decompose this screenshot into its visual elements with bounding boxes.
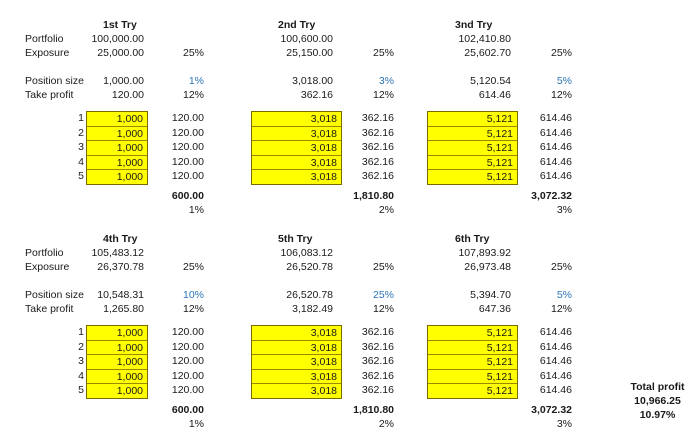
profit-value: 120.00 <box>171 384 204 397</box>
position-cell[interactable]: 5,121 <box>486 171 513 184</box>
portfolio-value: 106,083.12 <box>280 247 333 259</box>
position-cell[interactable]: 3,018 <box>252 355 341 370</box>
exposure-value: 26,973.48 <box>464 261 511 273</box>
profit-value: 362.16 <box>361 369 394 382</box>
profit-value: 614.46 <box>539 355 572 368</box>
position-cell[interactable]: 1,000 <box>87 355 147 370</box>
profit-value: 614.46 <box>539 141 572 154</box>
exposure-label: Exposure <box>25 47 70 59</box>
exposure-pct: 25% <box>372 47 394 59</box>
total-pct: 2% <box>378 204 394 216</box>
try-title: 5th Try <box>278 233 313 245</box>
try-title: 3nd Try <box>455 19 493 31</box>
position-pct: 10% <box>182 289 204 301</box>
portfolio-label: Portfolio <box>25 247 64 259</box>
try-title: 1st Try <box>103 19 137 31</box>
row-number: 1 <box>78 112 84 124</box>
take-profit-value: 614.46 <box>478 89 511 101</box>
row-number: 2 <box>78 126 84 139</box>
position-cell[interactable]: 3,018 <box>252 341 341 356</box>
position-size-label: Position size <box>25 289 84 301</box>
total-profit: 1,810.80 <box>353 190 394 202</box>
position-pct: 25% <box>372 289 394 301</box>
profit-value: 120.00 <box>171 340 204 353</box>
profit-value: 362.16 <box>361 112 394 124</box>
position-size-value: 3,018.00 <box>292 75 333 87</box>
take-profit-value: 647.36 <box>478 303 511 315</box>
row-number: 4 <box>78 155 84 168</box>
profit-value: 362.16 <box>361 340 394 353</box>
portfolio-value: 100,600.00 <box>280 33 333 45</box>
profit-value: 362.16 <box>361 126 394 139</box>
profit-value: 614.46 <box>539 384 572 397</box>
exposure-label: Exposure <box>25 261 70 273</box>
exposure-pct: 25% <box>550 47 572 59</box>
profit-value: 120.00 <box>171 170 204 183</box>
position-pct: 1% <box>188 75 204 87</box>
row-number: 1 <box>78 326 84 338</box>
profit-value: 614.46 <box>539 170 572 183</box>
row-number: 4 <box>78 369 84 382</box>
take-profit-value: 362.16 <box>300 89 333 101</box>
position-cell[interactable]: 5,121 <box>428 127 517 142</box>
profit-value: 120.00 <box>171 355 204 368</box>
position-cell[interactable]: 1,000 <box>87 112 147 127</box>
profit-value: 362.16 <box>361 326 394 338</box>
profit-value: 362.16 <box>361 355 394 368</box>
take-profit-pct: 12% <box>550 303 572 315</box>
position-cell[interactable]: 1,000 <box>87 141 147 156</box>
position-cell[interactable]: 3,018 <box>310 385 337 398</box>
profit-value: 614.46 <box>539 369 572 382</box>
profit-value: 120.00 <box>171 112 204 124</box>
row-number: 5 <box>78 170 84 183</box>
exposure-pct: 25% <box>182 47 204 59</box>
profit-value: 362.16 <box>361 384 394 397</box>
exposure-value: 26,370.78 <box>97 261 144 273</box>
profit-value: 120.00 <box>171 155 204 168</box>
profit-value: 614.46 <box>539 326 572 338</box>
profit-value: 120.00 <box>171 369 204 382</box>
exposure-pct: 25% <box>372 261 394 273</box>
position-cell[interactable]: 1,000 <box>116 385 143 398</box>
profit-value: 362.16 <box>361 170 394 183</box>
position-size-value: 5,120.54 <box>470 75 511 87</box>
total-profit-pct: 10.97% <box>639 409 676 421</box>
portfolio-value: 102,410.80 <box>458 33 511 45</box>
position-cell[interactable]: 5,121 <box>486 385 513 398</box>
total-pct: 1% <box>188 418 204 430</box>
total-pct: 2% <box>378 418 394 430</box>
exposure-pct: 25% <box>182 261 204 273</box>
take-profit-pct: 12% <box>372 303 394 315</box>
total-pct: 1% <box>188 204 204 216</box>
portfolio-label: Portfolio <box>25 33 64 45</box>
position-cell[interactable]: 1,000 <box>116 171 143 184</box>
position-cell[interactable]: 3,018 <box>252 127 341 142</box>
position-cell[interactable]: 3,018 <box>252 326 341 341</box>
take-profit-pct: 12% <box>182 303 204 315</box>
position-cell[interactable]: 5,121 <box>428 156 517 171</box>
position-cell[interactable]: 1,000 <box>87 370 147 385</box>
profit-value: 120.00 <box>171 141 204 154</box>
position-cell[interactable]: 3,018 <box>252 156 341 171</box>
exposure-value: 25,000.00 <box>97 47 144 59</box>
exposure-value: 25,602.70 <box>464 47 511 59</box>
profit-value: 120.00 <box>171 326 204 338</box>
position-pct: 5% <box>556 289 572 301</box>
take-profit-label: Take profit <box>25 89 74 101</box>
profit-value: 614.46 <box>539 112 572 124</box>
profit-value: 614.46 <box>539 155 572 168</box>
position-cell[interactable]: 5,121 <box>428 341 517 356</box>
position-cell[interactable]: 3,018 <box>252 112 341 127</box>
try-title: 2nd Try <box>278 19 316 31</box>
position-cell[interactable]: 5,121 <box>428 112 517 127</box>
total-profit: 600.00 <box>171 404 204 416</box>
profit-value: 120.00 <box>171 126 204 139</box>
position-size-value: 26,520.78 <box>286 289 333 301</box>
profit-value: 614.46 <box>539 126 572 139</box>
portfolio-value: 107,893.92 <box>458 247 511 259</box>
position-cell[interactable]: 1,000 <box>87 326 147 341</box>
position-cell[interactable]: 1,000 <box>87 127 147 142</box>
take-profit-pct: 12% <box>182 89 204 101</box>
row-number: 5 <box>78 384 84 397</box>
position-cell[interactable]: 5,121 <box>428 370 517 385</box>
try-title: 4th Try <box>103 233 138 245</box>
row-number: 3 <box>78 355 84 368</box>
profit-value: 362.16 <box>361 155 394 168</box>
take-profit-value: 120.00 <box>111 89 144 101</box>
take-profit-pct: 12% <box>372 89 394 101</box>
position-cell[interactable]: 5,121 <box>428 141 517 156</box>
total-profit: 3,072.32 <box>531 404 572 416</box>
take-profit-value: 3,182.49 <box>292 303 333 315</box>
position-pct: 5% <box>556 75 572 87</box>
position-cell[interactable]: 5,121 <box>428 326 517 341</box>
position-cell[interactable]: 3,018 <box>252 370 341 385</box>
position-size-label: Position size <box>25 75 84 87</box>
total-profit-label: Total profit <box>630 381 685 393</box>
try-title: 6th Try <box>455 233 490 245</box>
position-cell[interactable]: 1,000 <box>87 156 147 171</box>
total-profit: 3,072.32 <box>531 190 572 202</box>
row-number: 3 <box>78 141 84 154</box>
position-pct: 3% <box>378 75 394 87</box>
total-pct: 3% <box>556 418 572 430</box>
position-size-value: 1,000.00 <box>103 75 144 87</box>
position-size-value: 5,394.70 <box>470 289 511 301</box>
portfolio-value: 105,483.12 <box>91 247 144 259</box>
profit-value: 614.46 <box>539 340 572 353</box>
exposure-pct: 25% <box>550 261 572 273</box>
position-cell[interactable]: 3,018 <box>252 141 341 156</box>
take-profit-value: 1,265.80 <box>103 303 144 315</box>
position-cell[interactable]: 5,121 <box>428 355 517 370</box>
total-profit: 600.00 <box>171 190 204 202</box>
portfolio-value: 100,000.00 <box>91 33 144 45</box>
profit-value: 362.16 <box>361 141 394 154</box>
position-size-value: 10,548.31 <box>97 289 144 301</box>
position-cell[interactable]: 1,000 <box>87 341 147 356</box>
exposure-value: 25,150.00 <box>286 47 333 59</box>
take-profit-label: Take profit <box>25 303 74 315</box>
total-profit: 1,810.80 <box>353 404 394 416</box>
total-pct: 3% <box>556 204 572 216</box>
position-cell[interactable]: 3,018 <box>310 171 337 184</box>
total-profit-amount: 10,966.25 <box>634 395 681 407</box>
exposure-value: 26,520.78 <box>286 261 333 273</box>
take-profit-pct: 12% <box>550 89 572 101</box>
row-number: 2 <box>78 340 84 353</box>
